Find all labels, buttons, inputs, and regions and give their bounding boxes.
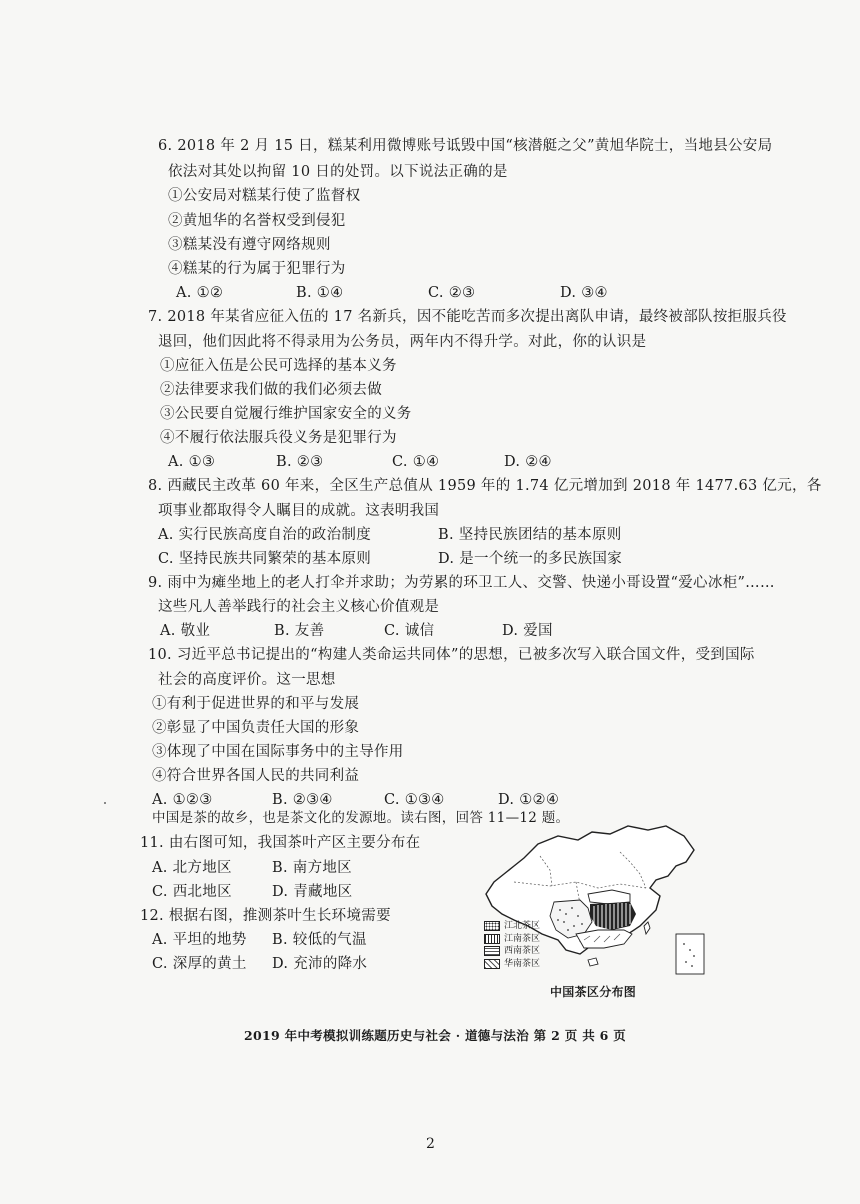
dashed-swatch-icon: [484, 946, 500, 956]
q12-option-b: B. 较低的气温: [272, 932, 367, 948]
legend-item-jiangbei: [484, 920, 540, 933]
q10-option-d: D. ①②④: [498, 792, 560, 808]
page-number: 2: [426, 1136, 436, 1152]
q8-option-d: D. 是一个统一的多民族国家: [438, 551, 623, 567]
jiangnan-tea-region: [590, 902, 636, 930]
q7-option-b: B. ②③: [276, 454, 324, 470]
legend-label: 江北茶区: [504, 921, 541, 932]
q6-option-c: C. ②③: [428, 285, 476, 301]
q9-option-c: C. 诚信: [384, 623, 435, 639]
q7-item-3: ③公民要自觉履行维护国家安全的义务: [160, 406, 412, 422]
q8-stem-line1: 8. 西藏民主改革 60 年来，全区生产总值从 1959 年的 1.74 亿元增加到 2018 年 1477.63 亿元，各: [148, 478, 822, 494]
q12-option-a: A. 平坦的地势: [152, 932, 247, 948]
q7-stem-line2: 退回，他们因此将不得录用为公务员，两年内不得升学。对此，你的认识是: [158, 334, 647, 350]
q7-item-4: ④不履行依法服兵役义务是犯罪行为: [160, 430, 397, 446]
q9-option-d: D. 爱国: [502, 623, 553, 639]
q11-option-c: C. 西北地区: [152, 884, 232, 900]
scan-speck: [104, 802, 106, 804]
striped-swatch-icon: [484, 934, 500, 944]
legend-item-jiangnan: [484, 933, 540, 946]
q9-option-b: B. 友善: [274, 623, 325, 639]
hatched-swatch-icon: [484, 959, 500, 969]
q10-item-3: ③体现了中国在国际事务中的主导作用: [152, 744, 404, 760]
legend-item-huanan: [484, 958, 540, 971]
q7-option-c: C. ①④: [392, 454, 440, 470]
q7-option-d: D. ②④: [504, 454, 552, 470]
q11-option-d: D. 青藏地区: [272, 884, 353, 900]
q9-option-a: A. 敬业: [160, 623, 211, 639]
q8-stem-line2: 项事业都取得令人瞩目的成就。这表明我国: [158, 503, 440, 519]
q6-stem-line1: 6. 2018 年 2 月 15 日，糕某利用微博账号诋毁中国“核潜艇之父”黄旭华院士，当地县公安局: [158, 138, 773, 154]
q6-item-1: ①公安局对糕某行使了监督权: [168, 188, 361, 204]
q10-stem-line1: 10. 习近平总书记提出的“构建人类命运共同体”的思想，已被多次写入联合国文件，受到国际: [148, 647, 755, 663]
page-footer: 2019 年中考模拟训练题历史与社会 · 道德与法治 第 2 页 共 6 页: [244, 1028, 627, 1043]
q11-12-intro: 中国是茶的故乡，也是茶文化的发源地。读右图，回答 11—12 题。: [152, 810, 570, 826]
map-legend: [484, 920, 540, 970]
q12-option-c: C. 深厚的黄土: [152, 956, 247, 972]
q10-option-c: C. ①③④: [384, 792, 445, 808]
q7-item-1: ①应征入伍是公民可选择的基本义务: [160, 358, 397, 374]
q11-option-a: A. 北方地区: [152, 860, 232, 876]
q10-item-4: ④符合世界各国人民的共同利益: [152, 768, 360, 784]
q10-stem-line2: 社会的高度评价。这一思想: [158, 672, 336, 688]
q6-option-a: A. ①②: [176, 285, 224, 301]
q7-stem-line1: 7. 2018 年某省应征入伍的 17 名新兵，因不能吃苦而多次提出离队申请，最终被部队按拒服兵役: [148, 309, 787, 325]
legend-item-xinan: [484, 945, 540, 958]
q12-stem: 12. 根据右图，推测茶叶生长环境需要: [140, 908, 391, 924]
q6-item-3: ③糕某没有遵守网络规则: [168, 237, 331, 253]
legend-label: 江南茶区: [504, 933, 541, 944]
q6-item-4: ④糕某的行为属于犯罪行为: [168, 261, 346, 277]
legend-label: 西南茶区: [504, 946, 541, 957]
q8-option-a: A. 实行民族高度自治的政治制度: [158, 527, 371, 543]
q6-option-b: B. ①④: [296, 285, 344, 301]
q9-stem-line1: 9. 雨中为瘫坐地上的老人打伞并求助；为劳累的环卫工人、交警、快递小哥设置“爱心冰柜”……: [148, 575, 775, 591]
q10-option-a: A. ①②③: [152, 792, 213, 808]
dotted-swatch-icon: [484, 921, 500, 931]
q6-item-2: ②黄旭华的名誉权受到侵犯: [168, 213, 346, 229]
q10-item-1: ①有利于促进世界的和平与发展: [152, 696, 360, 712]
q6-option-d: D. ③④: [560, 285, 608, 301]
q10-item-2: ②彰显了中国负责任大国的形象: [152, 720, 360, 736]
q11-option-b: B. 南方地区: [272, 860, 352, 876]
q8-option-b: B. 坚持民族团结的基本原则: [438, 527, 622, 543]
legend-label: 华南茶区: [504, 958, 541, 969]
q11-stem: 11. 由右图可知，我国茶叶产区主要分布在: [140, 835, 421, 851]
q7-option-a: A. ①③: [168, 454, 216, 470]
q6-stem-line2: 依法对其处以拘留 10 日的处罚。以下说法正确的是: [168, 164, 508, 180]
huanan-tea-region: [576, 930, 632, 948]
q7-item-2: ②法律要求我们做的我们必须去做: [160, 382, 382, 398]
q12-option-d: D. 充沛的降水: [272, 956, 368, 972]
q9-stem-line2: 这些凡人善举践行的社会主义核心价值观是: [158, 599, 440, 615]
q10-option-b: B. ②③④: [272, 792, 333, 808]
map-caption: 中国茶区分布图: [550, 985, 637, 999]
q8-option-c: C. 坚持民族共同繁荣的基本原则: [158, 551, 372, 567]
